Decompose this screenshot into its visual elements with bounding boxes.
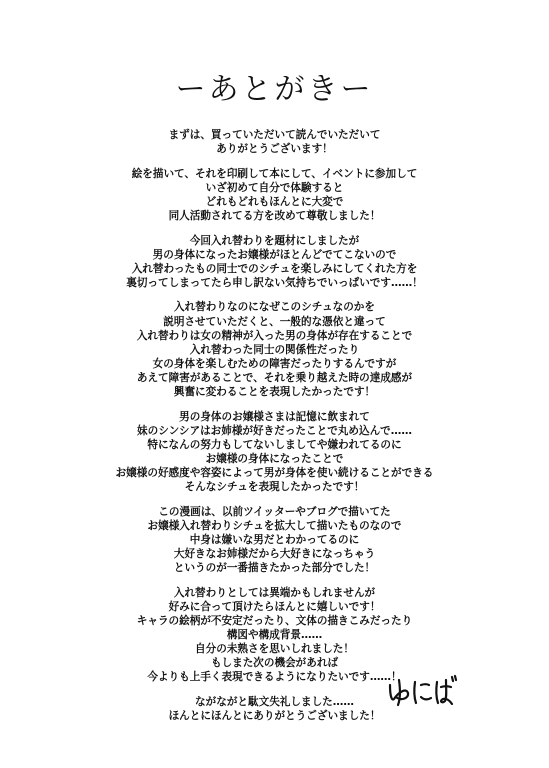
- text-line: ながながと駄文失礼しました……: [195, 695, 354, 708]
- afterword-paragraph: [0, 586, 549, 685]
- afterword-body: [0, 128, 549, 733]
- text-line: 妹のシンシアはお姉様が好きだったことで丸め込んで……: [137, 424, 412, 437]
- text-line: いざ初めて自分で体験すると: [205, 181, 344, 194]
- text-line: というのが一番描きたかった部分でした！: [173, 562, 376, 575]
- text-line: お嬢様の身体になったことで: [205, 452, 344, 465]
- afterword-paragraph: [0, 234, 549, 290]
- afterword-paragraph: [0, 695, 549, 723]
- text-line: ありがとうございます！: [216, 143, 333, 156]
- afterword-paragraph: [0, 128, 549, 156]
- text-line: 同人活動されてる方を改めて尊敬しました！: [168, 209, 381, 222]
- text-line: もしまた次の機会があれば: [210, 657, 339, 670]
- text-line: まずは、買っていただいて読んでいただいて: [168, 129, 381, 141]
- afterword-title: ーあとがきー: [175, 72, 374, 107]
- text-line: お嬢様の好感度や容姿によって男が身体を使い続けることができる: [115, 466, 434, 479]
- text-line: 入れ替わりなのになぜこのシチュなのかを: [174, 301, 375, 314]
- text-line: あえて障害があることで、それを乗り越えた時の達成感が: [136, 371, 413, 384]
- text-line: どれもどれもほんとに大変で: [205, 195, 344, 208]
- text-line: 女の身体を楽しむための障害だったりするんですが: [152, 357, 397, 370]
- text-line: ほんとにほんとにありがとうございました！: [168, 709, 381, 722]
- text-line: 興奮に変わることを表現したかったです！: [173, 386, 376, 398]
- text-line: 構図や構成背景……: [226, 628, 323, 641]
- text-line: 大好きなお姉様だから大好きになっちゃう: [173, 547, 376, 560]
- text-line: そんなシチュを表現したかったです！: [184, 481, 365, 494]
- text-line: 入れ替わった同士の関係性だったり: [189, 343, 360, 356]
- text-line: 特になんの努力もしてないしましてや嫌われてるのに: [147, 438, 402, 451]
- text-line: 男の身体になったお嬢様がほとんどでてこないので: [152, 248, 397, 261]
- text-line: 好みに合って頂けたらほんとに嬉しいです！: [168, 600, 381, 613]
- text-line: 自分の未熟さを思いしれました！: [195, 643, 354, 655]
- text-line: 入れ替わりは女の精神が入った男の身体が存在することで: [136, 329, 413, 342]
- text-line: 説明させていただくと、一般的な憑依と違って: [163, 315, 386, 328]
- text-line: この漫画は、以前ツイッターやブログで描いてた: [158, 505, 391, 518]
- afterword-paragraph: [0, 167, 549, 223]
- author-signature: [386, 673, 458, 707]
- text-line: お嬢様入れ替わりシチュを拡大して描いたものなので: [147, 519, 402, 532]
- text-line: 裏切ってしまってたら申し訳ない気持ちでいっぱいです……！: [126, 276, 423, 289]
- text-line: 今回入れ替わりを題材にしましたが: [189, 234, 360, 247]
- text-line: 絵を描いて、それを印刷して本にして、イベントに参加して: [131, 167, 418, 180]
- afterword-paragraph: [0, 410, 549, 495]
- text-line: 今よりも上手く表現できるようになりたいです……！: [147, 671, 402, 684]
- text-line: 男の身体のお嬢様さまは記憶に飲まれて: [179, 410, 370, 423]
- afterword-paragraph: [0, 505, 549, 575]
- text-line: 入れ替わりとしては異端かもしれませんが: [173, 586, 376, 599]
- text-line: 入れ替わったもの同士でのシチュを楽しみにしてくれた方を: [131, 262, 418, 275]
- afterword-paragraph: [0, 300, 549, 399]
- text-line: キャラの絵柄が不安定だったり、文体の描きこみだったり: [136, 614, 413, 627]
- text-line: 中身は嫌いな男だとわかってるのに: [189, 533, 360, 546]
